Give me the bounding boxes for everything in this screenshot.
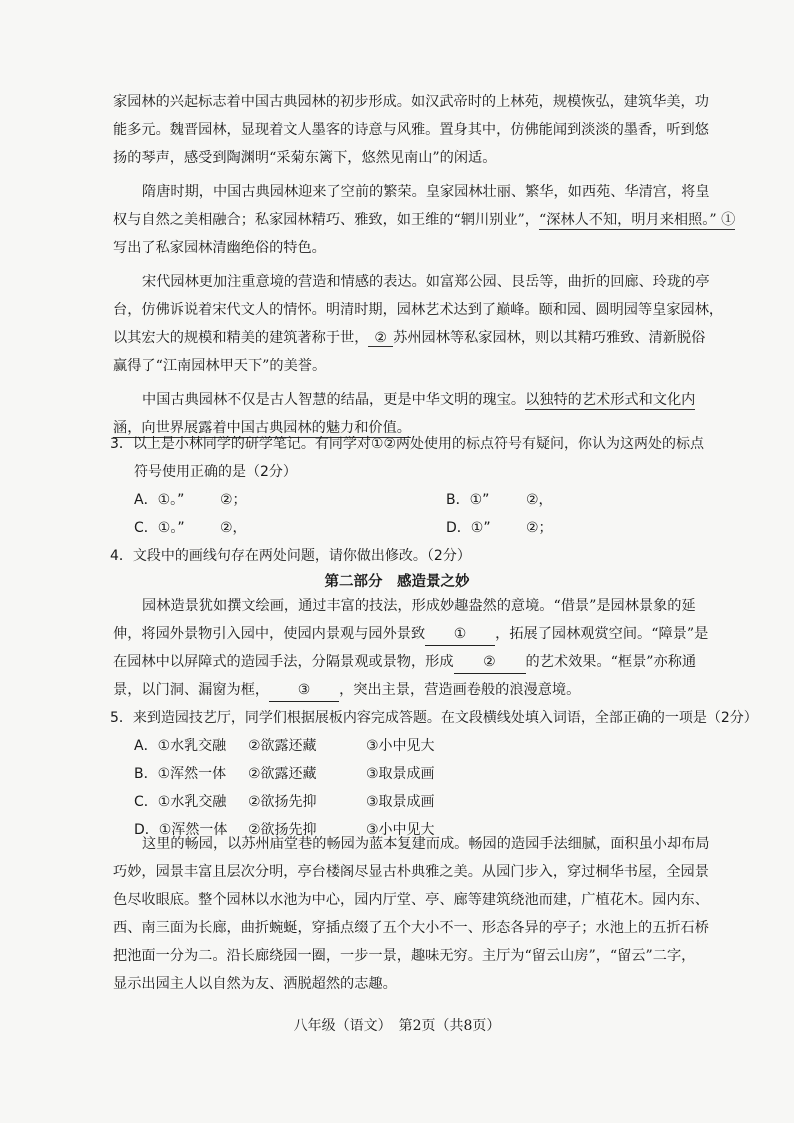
question-3 [110, 430, 736, 570]
option-c-word2: ②欲扬先抑 [248, 794, 317, 810]
text-line: 赢得了“江南园林甲天下”的美誉。 [113, 358, 327, 374]
text-line: 隋唐时期，中国古典园林迎来了空前的繁荣。皇家园林壮丽、繁华，如西苑、华清宫，将皇 [142, 184, 710, 200]
question-5 [110, 704, 758, 844]
option-row[interactable] [110, 732, 736, 760]
passage-gardens-history [113, 88, 739, 442]
text-line: 宋代园林更加注重意境的营造和情感的表达。如富郑公园、艮岳等，曲折的回廊、玲珑的亭 [142, 274, 710, 290]
text-segment: 的艺术效果。“框景”亦称通 [525, 654, 697, 670]
fill-blank-2[interactable]: ② [454, 651, 526, 674]
option-c-part2: ②， [220, 520, 247, 536]
question-4: 4．文段中的画线句存在两处问题，请你做出修改。（2分） [110, 548, 471, 564]
text-line [113, 676, 739, 704]
option-a-word1: A．①水乳交融 [134, 738, 227, 754]
option-row [110, 514, 736, 542]
option-d-word2: ②欲扬先抑 [248, 822, 317, 838]
fill-blank-1[interactable]: ① [425, 623, 495, 646]
text-line [113, 206, 739, 234]
text-segment: ，突出主景，营造画卷般的浪漫意境。 [339, 682, 581, 698]
option-b-part2: ②， [526, 492, 553, 508]
text-line: 园林造景犹如撰文绘画，通过丰富的技法，形成妙趣盎然的意境。“借景”是园林景象的延 [142, 598, 696, 614]
text-line [113, 386, 739, 414]
punctuation-mark-2: ② [368, 330, 393, 347]
option-d-word3: ③小中见大 [366, 822, 435, 838]
underlined-sentence: 以独特的艺术形式和文化内 [525, 392, 696, 408]
text-line: 巧妙，园景丰富且层次分明，亭台楼阁尽显古朴典雅之美。从园门步入，穿过桐华书屋，全园景 [113, 864, 709, 880]
text-segment: 中国古典园林不仅是古人智慧的结晶，更是中华文明的瑰宝。 [142, 392, 526, 408]
fill-blank-3[interactable]: ③ [269, 679, 339, 702]
text-line: 这里的畅园，以苏州庙堂巷的畅园为蓝本复建而成。畅园的造园手法细腻，面积虽小却布局 [142, 836, 710, 852]
option-d-word1: D．①浑然一体 [134, 822, 228, 838]
text-segment: 权与自然之美相融合；私家园林精巧、雅致，如王维的“辋川别业”， [113, 212, 539, 228]
text-line: 写出了私家园林清幽绝俗的特色。 [113, 240, 326, 256]
option-row [110, 486, 736, 514]
text-line: 色尽收眼底。整个园林以水池为中心，园内厅堂、亭、廊等建筑绕池而建，广植花木。园内东、 [113, 892, 709, 908]
option-b-word2: ②欲露还藏 [248, 766, 317, 782]
option-a-word2: ②欲露还藏 [248, 738, 317, 754]
option-d-part2: ②； [526, 520, 553, 536]
text-line [113, 324, 739, 352]
underlined-sentence: 涵，向世界展露着中国古典园林的魅力和价值。 [113, 420, 411, 436]
option-a[interactable]: A．①。” [134, 492, 185, 508]
option-a-word3: ③小中见大 [366, 738, 435, 754]
text-segment: ，拓展了园林观赏空间。“障景”是 [495, 626, 709, 642]
option-c[interactable]: C．①。” [134, 520, 185, 536]
option-b-word3: ③取景成画 [366, 766, 435, 782]
option-a-part2: ②； [220, 492, 247, 508]
option-c-word1: C．①水乳交融 [134, 794, 227, 810]
question-stem: 5．来到造园技艺厅，同学们根据展板内容完成答题。在文段横线处填入词语，全部正确的一项是（2分） [110, 710, 758, 726]
text-line: 西、南三面为长廊，曲折蜿蜒，穿插点缀了五个大小不一、形态各异的亭子；水池上的五折石桥 [113, 920, 709, 936]
option-c-word3: ③取景成画 [366, 794, 435, 810]
text-segment: 在园林中以屏障式的造园手法，分隔景观或景物，形成 [113, 654, 454, 670]
text-segment: 景，以门洞、漏窗为框， [113, 682, 270, 698]
option-b-word1: B．①浑然一体 [134, 766, 227, 782]
text-line: 家园林的兴起标志着中国古典园林的初步形成。如汉武帝时的上林苑，规模恢弘，建筑华美，功 [113, 94, 709, 110]
text-segment: 苏州园林等私家园林，则以其精巧雅致、清新脱俗 [393, 330, 706, 346]
text-line [113, 620, 739, 648]
text-line: 能多元。魏晋园林，显现着文人墨客的诗意与风雅。置身其中，仿佛能闻到淡淡的墨香，听到悠 [113, 122, 709, 138]
text-segment: 伸，将园外景物引入园中，使园内景观与园外景致 [113, 626, 426, 642]
text-line: 把池面一分为二。沿长廊绕园一圈，一步一景，趣味无穷。主厅为“留云山房”，“留云”二字， [113, 948, 696, 964]
question-stem: 3．以上是小林同学的研学笔记。有同学对①②两处使用的标点符号有疑问，你认为这两处的标点 [110, 436, 705, 452]
text-segment: 以其宏大的规模和精美的建筑著称于世， [113, 330, 369, 346]
option-row[interactable] [110, 760, 736, 788]
page-footer: 八年级（语文） 第2页（共8页） [293, 1018, 501, 1034]
text-line [113, 648, 739, 676]
option-b[interactable]: B．①” [446, 492, 490, 508]
passage-landscaping [113, 592, 739, 704]
option-d[interactable]: D．①” [446, 520, 491, 536]
punctuation-mark-1: “深林人不知，明月来相照。” ① [538, 212, 736, 228]
question-stem: 符号使用正确的是（2分） [134, 464, 297, 480]
passage-changyuan [113, 830, 739, 998]
text-line: 台，仿佛诉说着宋代文人的情怀。明清时期，园林艺术达到了巅峰。颐和园、圆明园等皇家园林， [113, 302, 724, 318]
text-line: 显示出园主人以自然为友、洒脱超然的志趣。 [113, 976, 397, 992]
section-title: 第二部分 感造景之妙 [324, 574, 470, 590]
text-line: 扬的琴声，感受到陶渊明“采菊东篱下，悠然见南山”的闲适。 [113, 150, 497, 166]
option-row[interactable] [110, 788, 736, 816]
